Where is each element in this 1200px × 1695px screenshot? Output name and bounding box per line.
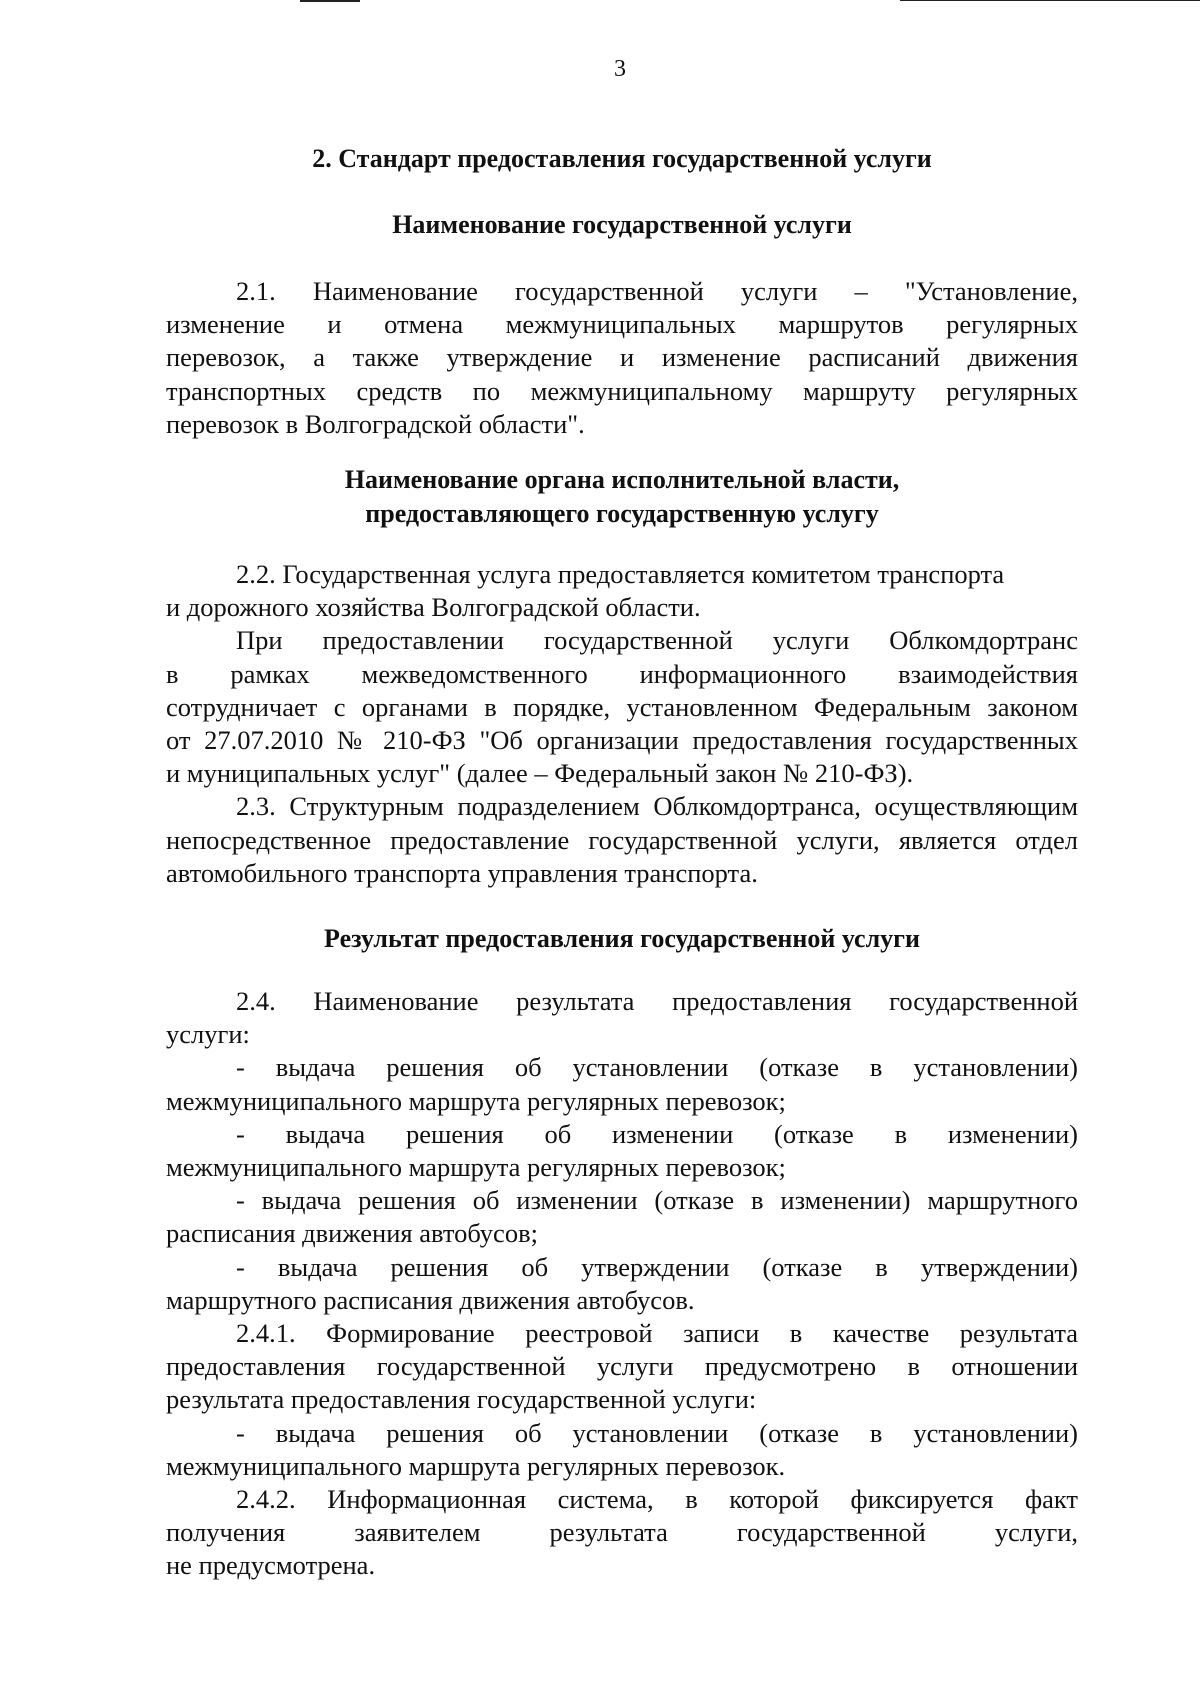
text-line: перевозок, а также утверждение и изменение расписаний движения bbox=[166, 342, 1078, 373]
section-title: 2. Стандарт предоставления государственной услуги bbox=[312, 144, 932, 173]
subtitle-service-name: Наименование государственной услуги bbox=[392, 210, 852, 239]
list-item-line: - выдача решения об изменении (отказе в изменении) bbox=[236, 1118, 1078, 1149]
text-line: транспортных средств по межмуниципальному маршруту регулярных bbox=[166, 375, 1078, 406]
list-item-line: межмуниципального маршрута регулярных перевозок; bbox=[166, 1085, 786, 1116]
list-item-line: расписания движения автобусов; bbox=[166, 1218, 538, 1249]
scan-edge-line bbox=[900, 0, 1200, 1]
text-line: получения заявителем результата государственной услуги, bbox=[166, 1517, 1078, 1548]
text-line: не предусмотрена. bbox=[166, 1550, 376, 1581]
text-line: 2.3. Структурным подразделением Облкомдортранса, осуществляющим bbox=[236, 791, 1078, 822]
text-line: автомобильного транспорта управления транспорта. bbox=[166, 857, 758, 888]
list-item-line: - выдача решения об установлении (отказе в установлении) bbox=[236, 1052, 1078, 1083]
paragraph-2-1 bbox=[166, 275, 1078, 441]
text-line: в рамках межведомственного информационного взаимодействия bbox=[166, 658, 1078, 689]
scan-edge-line bbox=[300, 0, 360, 2]
paragraph-2-4 bbox=[166, 985, 1078, 1583]
text-line: результата предоставления государственной услуги: bbox=[166, 1384, 757, 1415]
text-line: 2.2. Государственная услуга предоставляется комитетом транспорта bbox=[236, 559, 1005, 589]
text-line: 2.1. Наименование государственной услуги – "Установление, bbox=[236, 276, 1078, 306]
text-line: перевозок в Волгоградской области". bbox=[166, 408, 585, 439]
subtitle-authority bbox=[166, 463, 1078, 530]
text-line: непосредственное предоставление государственной услуги, является отдел bbox=[166, 824, 1078, 855]
text-line: предоставления государственной услуги предусмотрено в отношении bbox=[166, 1351, 1078, 1382]
text-line: При предоставлении государственной услуги Облкомдортранс bbox=[236, 625, 1078, 656]
subtitle-result: Результат предоставления государственной услуги bbox=[324, 924, 920, 953]
list-item-line: межмуниципального маршрута регулярных перевозок; bbox=[166, 1152, 786, 1183]
text-line: 2.4.2. Информационная система, в которой фиксируется факт bbox=[236, 1484, 1078, 1515]
text-line: услуги: bbox=[166, 1019, 250, 1050]
text-line: 2.4.1. Формирование реестровой записи в качестве результата bbox=[236, 1318, 1078, 1349]
page-number: 3 bbox=[614, 56, 626, 82]
text-line: сотрудничает с органами в порядке, установленном Федеральным законом bbox=[166, 691, 1078, 722]
subtitle-line: предоставляющего государственную услугу bbox=[365, 498, 879, 528]
list-item-line: межмуниципального маршрута регулярных перевозок. bbox=[166, 1450, 786, 1481]
text-line: и дорожного хозяйства Волгоградской области. bbox=[166, 592, 701, 623]
text-line: 2.4. Наименование результата предоставления государственной bbox=[236, 986, 1078, 1016]
paragraph-2-2 bbox=[166, 558, 1078, 890]
subtitle-line: Наименование органа исполнительной власти, bbox=[344, 465, 900, 494]
list-item-line: - выдача решения об установлении (отказе в установлении) bbox=[236, 1417, 1078, 1448]
list-item-line: - выдача решения об утверждении (отказе в утверждении) bbox=[236, 1251, 1078, 1282]
list-item-line: - выдача решения об изменении (отказе в изменении) маршрутного bbox=[236, 1185, 1078, 1216]
text-line: изменение и отмена межмуниципальных маршрутов регулярных bbox=[166, 309, 1078, 340]
text-line: от 27.07.2010 № 210-ФЗ "Об организации предоставления государственных bbox=[166, 725, 1078, 756]
text-line: и муниципальных услуг" (далее – Федеральный закон № 210-ФЗ). bbox=[166, 758, 914, 789]
list-item-line: маршрутного расписания движения автобусов. bbox=[166, 1284, 695, 1315]
